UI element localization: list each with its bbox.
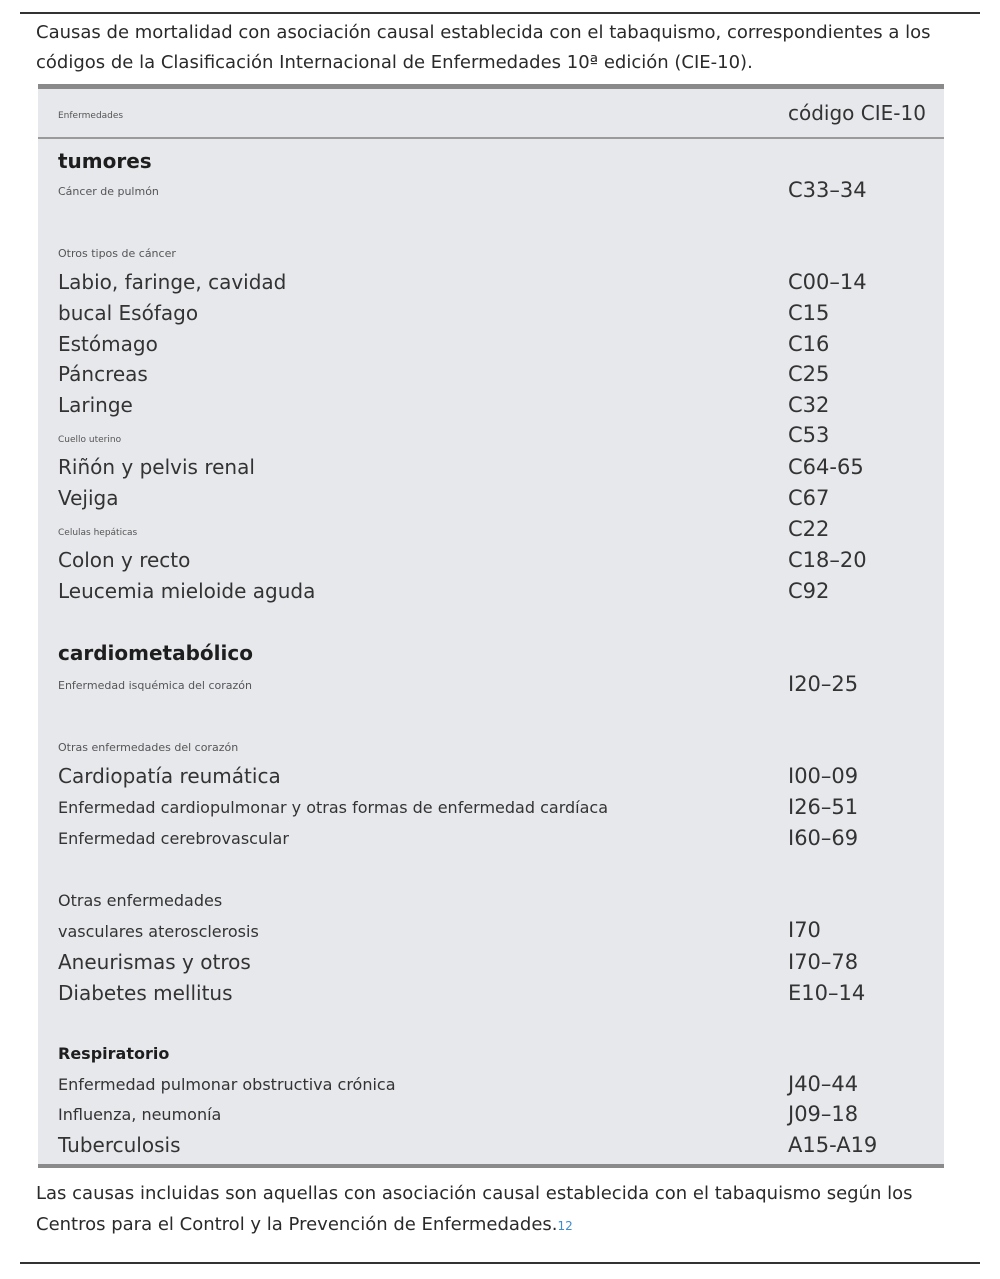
row-label: Enfermedad cardiopulmonar y otras formas de enfermedad cardíaca bbox=[58, 798, 609, 817]
row-code: C67 bbox=[788, 486, 830, 510]
row-code: I20–25 bbox=[788, 672, 859, 696]
subgroup-label: Otros tipos de cáncer bbox=[58, 247, 176, 260]
row-label: Cardiopatía reumática bbox=[58, 764, 281, 788]
row-label: Enfermedad isquémica del corazón bbox=[58, 679, 252, 692]
subgroup-label: Otras enfermedades del corazón bbox=[58, 741, 239, 754]
icd10-table bbox=[38, 84, 944, 1168]
footnote-text: Las causas incluidas son aquellas con asociación causal establecida con el tabaquismo según los Centros para el Control y la Prevención de Enfermedades. bbox=[36, 1183, 913, 1235]
row-code: C33–34 bbox=[788, 178, 867, 202]
subgroup-label: Otras enfermedades bbox=[58, 891, 223, 910]
row-code: I60–69 bbox=[788, 826, 859, 850]
row-code: I70–78 bbox=[788, 950, 859, 974]
row-code: C18–20 bbox=[788, 548, 867, 572]
section-title-tumores: tumores bbox=[58, 149, 152, 173]
row-code: E10–14 bbox=[788, 981, 866, 1005]
row-label: Enfermedad cerebrovascular bbox=[58, 829, 289, 848]
row-code: C15 bbox=[788, 301, 830, 325]
row-label: Estómago bbox=[58, 332, 158, 356]
row-code: C64-65 bbox=[788, 455, 864, 479]
footnote-reference-link[interactable]: 12 bbox=[557, 1219, 573, 1233]
row-label: Colon y recto bbox=[58, 548, 191, 572]
row-code: C00–14 bbox=[788, 270, 867, 294]
row-code: C25 bbox=[788, 362, 830, 386]
bottom-rule bbox=[20, 1262, 980, 1264]
row-label: Riñón y pelvis renal bbox=[58, 455, 255, 479]
row-label: Enfermedad pulmonar obstructiva crónica bbox=[58, 1075, 396, 1094]
row-code: C53 bbox=[788, 423, 830, 447]
row-code: C22 bbox=[788, 517, 830, 541]
row-label: Labio, faringe, cavidad bbox=[58, 270, 287, 294]
table-footnote bbox=[36, 1178, 966, 1242]
row-label: Cáncer de pulmón bbox=[58, 185, 159, 198]
row-code: I26–51 bbox=[788, 795, 859, 819]
row-label: Leucemia mieloide aguda bbox=[58, 579, 316, 603]
row-label: Laringe bbox=[58, 393, 133, 417]
row-label: bucal Esófago bbox=[58, 301, 199, 325]
top-rule bbox=[20, 12, 980, 14]
header-disease: Enfermedades bbox=[58, 111, 124, 121]
row-label: vasculares aterosclerosis bbox=[58, 922, 259, 941]
header-divider bbox=[38, 137, 944, 139]
row-label: Influenza, neumonía bbox=[58, 1105, 222, 1124]
row-code: C32 bbox=[788, 393, 830, 417]
row-code: J40–44 bbox=[788, 1072, 859, 1096]
row-code: A15-A19 bbox=[788, 1133, 878, 1157]
row-code: I00–09 bbox=[788, 764, 859, 788]
row-label: Tuberculosis bbox=[58, 1133, 181, 1157]
row-code: J09–18 bbox=[788, 1102, 859, 1126]
header-code: código CIE-10 bbox=[788, 101, 926, 125]
row-code: C16 bbox=[788, 332, 830, 356]
row-label: Cuello uterino bbox=[58, 435, 122, 445]
section-title-respiratorio: Respiratorio bbox=[58, 1044, 170, 1063]
table-caption: Causas de mortalidad con asociación causal establecida con el tabaquismo, correspondientes a los códigos de la Clasificación Internacional de Enfermedades 10ª edición (CIE-10). bbox=[36, 22, 931, 73]
row-code: C92 bbox=[788, 579, 830, 603]
row-code: I70 bbox=[788, 918, 821, 942]
row-label: Diabetes mellitus bbox=[58, 981, 233, 1005]
row-label: Vejiga bbox=[58, 486, 119, 510]
row-label: Aneurismas y otros bbox=[58, 950, 251, 974]
row-label: Páncreas bbox=[58, 362, 148, 386]
row-label: Celulas hepáticas bbox=[58, 528, 138, 538]
section-title-cardiometabolico: cardiometabólico bbox=[58, 641, 253, 665]
